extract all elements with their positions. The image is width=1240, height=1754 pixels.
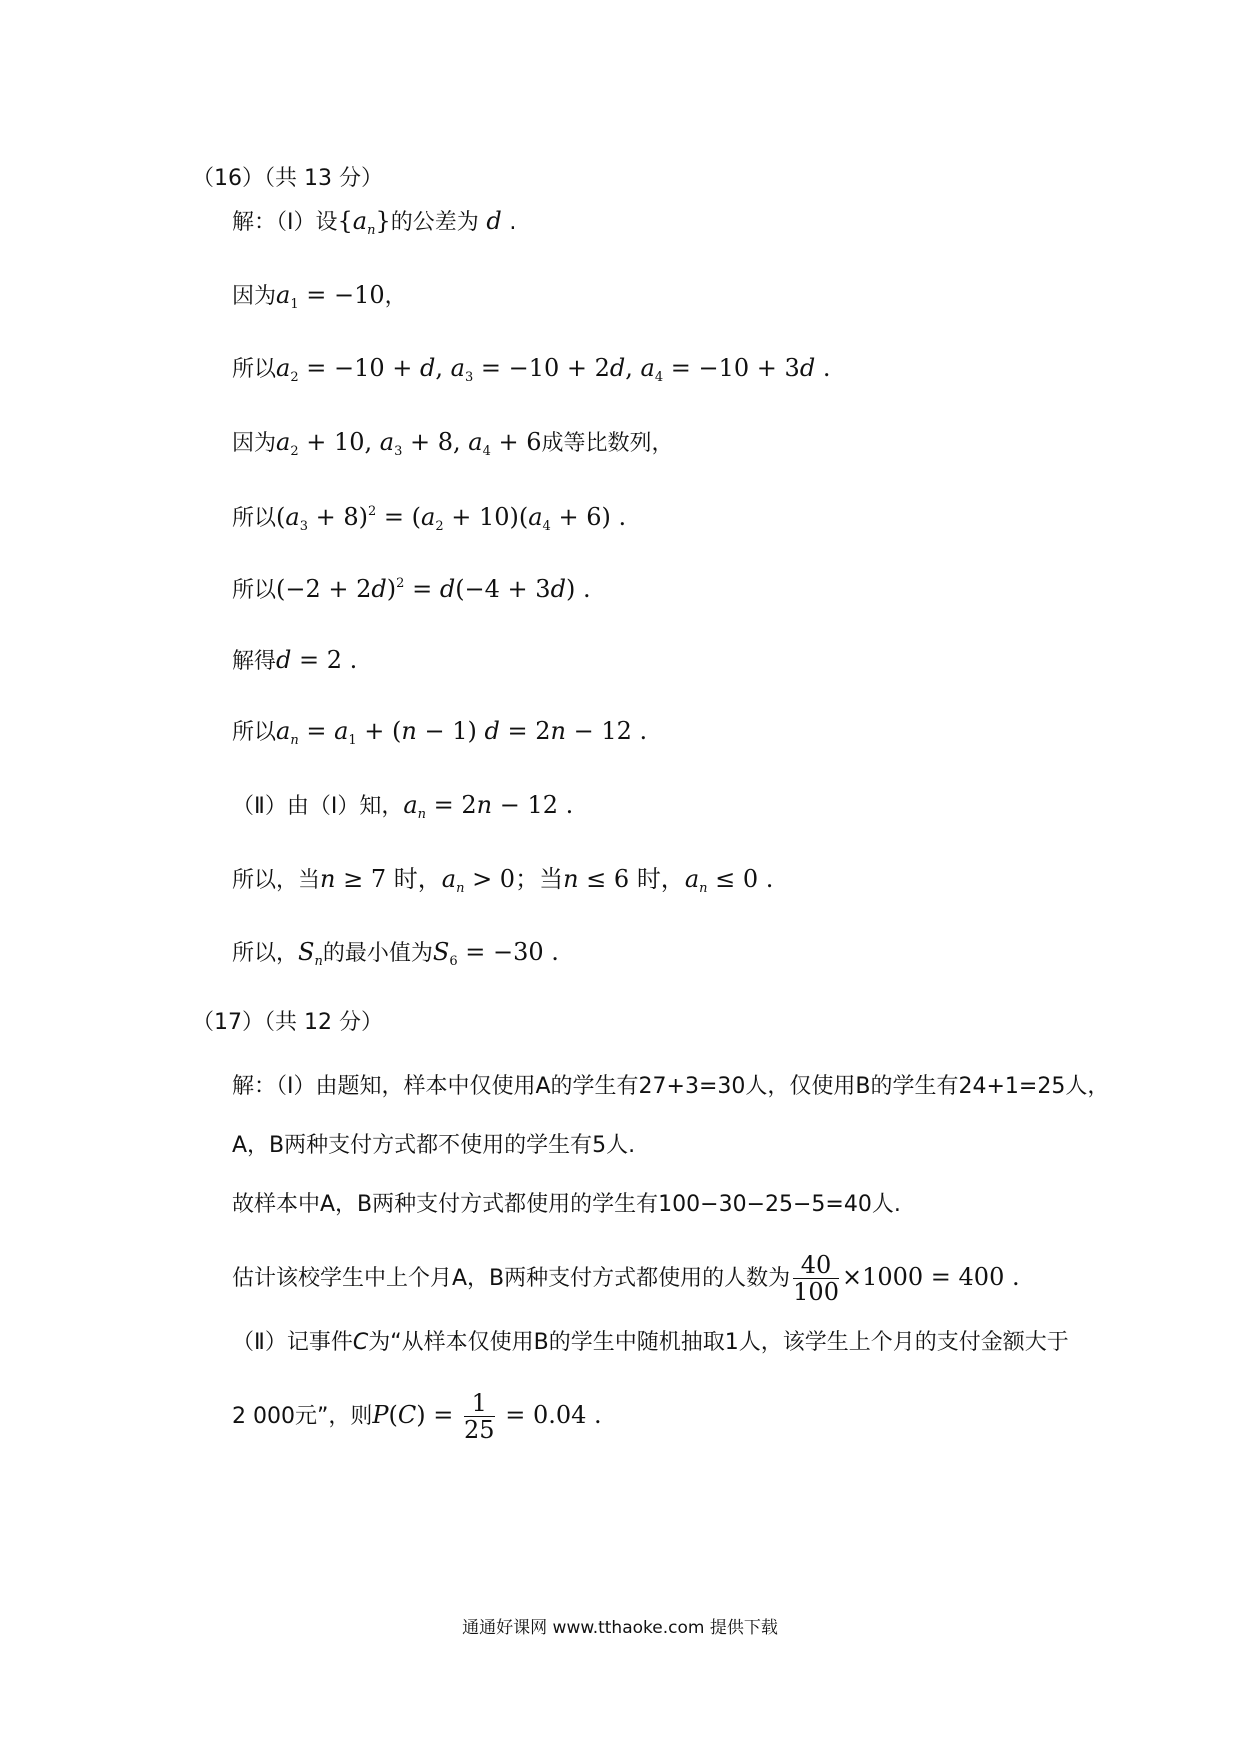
q17-header: （17）（共 12 分） bbox=[192, 1010, 383, 1035]
q16-line-10: 所以，当n ≥ 7 时，$a_n > 0$；当n ≤ 6 时，$a_n \le 0$ . bbox=[232, 865, 774, 896]
q16-line-2: 因为$a_1 = -10$， bbox=[232, 281, 407, 312]
q16-line-6: 所以$(-2 + 2d)^2 = d(-4 + 3d)$ . bbox=[232, 575, 591, 603]
q16-line-3: 所以$a_2 = -10 + d$, $a_3 = -10 + 2d$, $a_4 = -10 + 3d$ . bbox=[232, 354, 831, 385]
fraction: $\frac{40}{100}$ bbox=[793, 1251, 839, 1306]
fraction: $\frac{1}{25}$ bbox=[464, 1389, 495, 1444]
q17-line-4: 估计该校学生中上个月A，B两种支付方式都使用的人数为 $\frac{40}{100}$ ×1000 = 400 . bbox=[232, 1251, 1020, 1306]
footer: 通通好课网 www.tthaoke.com 提供下载 bbox=[462, 1618, 778, 1638]
q16-line-11: 所以，$S_n$的最小值为$S_6 = -30$ . bbox=[232, 938, 559, 969]
q16-line-9: （Ⅱ）由（Ⅰ）知，$a_n = 2n - 12$ . bbox=[232, 791, 574, 822]
q16-line-1: 解：（Ⅰ）设$\{a_n\}$的公差为 d . bbox=[232, 207, 517, 238]
q17-line-6: 2 000元”，则P(C) = $\frac{1}{25}$ = 0.04 . bbox=[232, 1389, 602, 1444]
q17-line-5: （Ⅱ）记事件C为“从样本仅使用B的学生中随机抽取1人，该学生上个月的支付金额大于 bbox=[232, 1330, 1069, 1355]
q17-line-1: 解：（Ⅰ）由题知，样本中仅使用A的学生有27+3=30人，仅使用B的学生有24+1=25人， bbox=[232, 1074, 1110, 1099]
q16-line-4: 因为$a_2 + 10$, $a_3 + 8$, $a_4 + 6$成等比数列， bbox=[232, 428, 674, 459]
q17-line-3: 故样本中A，B两种支付方式都使用的学生有100−30−25−5=40人. bbox=[232, 1192, 901, 1217]
q17-line-2: A，B两种支付方式都不使用的学生有5人. bbox=[232, 1133, 636, 1158]
q16-line-5: 所以$(a_3 + 8)^2 = (a_2 + 10)(a_4 + 6)$ . bbox=[232, 503, 627, 534]
q16-line-8: 所以$a_n = a_1 + (n - 1) d = 2n - 12$ . bbox=[232, 717, 648, 748]
q16-header: （16）（共 13 分） bbox=[192, 166, 383, 191]
q16-line-7: 解得d = 2 . bbox=[232, 646, 358, 674]
